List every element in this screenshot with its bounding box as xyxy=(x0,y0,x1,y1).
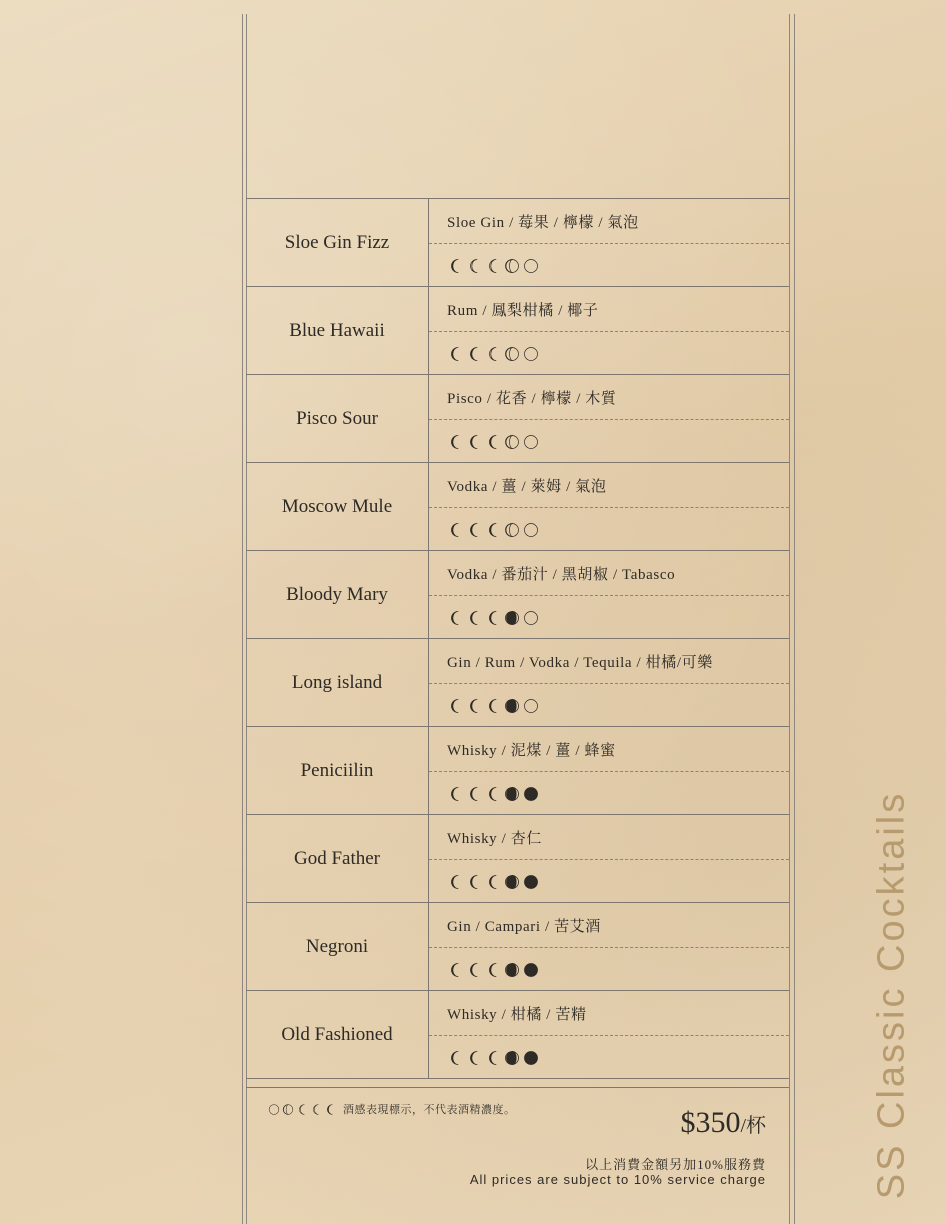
frame-border-right-inner xyxy=(789,14,790,1224)
cocktail-details xyxy=(429,727,789,814)
cocktail-details xyxy=(429,903,789,990)
moon-crescent-solid-icon xyxy=(485,960,501,980)
side-title: SS Classic Cocktails xyxy=(870,790,913,1200)
footer-divider xyxy=(246,1087,789,1088)
strength-legend xyxy=(268,1101,516,1117)
moon-crescent-solid-icon xyxy=(447,696,463,716)
cocktail-details xyxy=(429,815,789,902)
moon-gibbous-outline-icon xyxy=(504,344,520,364)
moon-crescent-solid-icon xyxy=(485,872,501,892)
moon-full-outline-icon xyxy=(523,432,539,452)
strength-rating xyxy=(447,696,539,716)
moon-full-outline-icon xyxy=(523,344,539,364)
moon-full-outline-icon xyxy=(523,696,539,716)
cocktail-details xyxy=(429,991,789,1078)
moon-crescent-solid-icon xyxy=(447,608,463,628)
cocktail-row xyxy=(246,639,789,727)
cocktail-name: Blue Hawaii xyxy=(246,287,429,374)
dashed-divider xyxy=(429,859,789,860)
strength-rating xyxy=(447,256,539,276)
moon-crescent-solid-icon xyxy=(485,1048,501,1068)
moon-gibbous-solid-icon xyxy=(504,784,520,804)
moon-gibbous-outline-icon xyxy=(504,256,520,276)
cocktail-row xyxy=(246,463,789,551)
cocktail-ingredients: Gin / Rum / Vodka / Tequila / 柑橘/可樂 xyxy=(447,655,713,671)
cocktail-ingredients: Whisky / 柑橘 / 苦精 xyxy=(447,1007,587,1023)
legend-text: 酒感表現標示，不代表酒精濃度。 xyxy=(343,1104,516,1116)
moon-gibbous-outline-icon xyxy=(504,520,520,540)
cocktail-row xyxy=(246,287,789,375)
cocktail-name: Pisco Sour xyxy=(246,375,429,462)
dashed-divider xyxy=(429,243,789,244)
cocktail-details xyxy=(429,639,789,726)
strength-rating xyxy=(447,432,539,452)
cocktail-name: Sloe Gin Fizz xyxy=(246,199,429,286)
cocktail-row xyxy=(246,375,789,463)
legend-moon-crescent-solid-icon xyxy=(324,1102,336,1117)
cocktail-name: Peniciilin xyxy=(246,727,429,814)
cocktail-details xyxy=(429,375,789,462)
dashed-divider xyxy=(429,1035,789,1036)
strength-rating xyxy=(447,872,539,892)
service-charge-note-zh: 以上消費金額另加10%服務費 xyxy=(585,1157,766,1172)
strength-rating xyxy=(447,960,539,980)
moon-crescent-solid-icon xyxy=(466,344,482,364)
dashed-divider xyxy=(429,771,789,772)
moon-full-solid-icon xyxy=(523,960,539,980)
moon-crescent-solid-icon xyxy=(447,432,463,452)
moon-full-outline-icon xyxy=(523,608,539,628)
moon-crescent-solid-icon xyxy=(485,696,501,716)
strength-rating xyxy=(447,520,539,540)
moon-crescent-solid-icon xyxy=(447,784,463,804)
strength-rating xyxy=(447,784,539,804)
cocktail-ingredients: Rum / 鳳梨柑橘 / 椰子 xyxy=(447,303,599,319)
cocktail-menu-table xyxy=(246,198,789,1079)
cocktail-row xyxy=(246,903,789,991)
price-amount: $350 xyxy=(680,1106,741,1139)
dashed-divider xyxy=(429,595,789,596)
legend-moon-crescent-outline-icon xyxy=(296,1102,308,1117)
cocktail-ingredients: Whisky / 泥煤 / 薑 / 蜂蜜 xyxy=(447,743,616,759)
moon-gibbous-solid-icon xyxy=(504,960,520,980)
moon-gibbous-solid-icon xyxy=(504,1048,520,1068)
moon-crescent-solid-icon xyxy=(466,696,482,716)
legend-moon-full-outline-icon xyxy=(268,1102,280,1117)
moon-full-outline-icon xyxy=(523,256,539,276)
dashed-divider xyxy=(429,683,789,684)
moon-crescent-outline-icon xyxy=(466,256,482,276)
moon-gibbous-solid-icon xyxy=(504,872,520,892)
service-charge-note-en: All prices are subject to 10% service charge xyxy=(469,1172,766,1187)
moon-full-solid-icon xyxy=(523,872,539,892)
moon-crescent-outline-icon xyxy=(485,344,501,364)
cocktail-details xyxy=(429,199,789,286)
cocktail-ingredients: Vodka / 番茄汁 / 黑胡椒 / Tabasco xyxy=(447,567,676,583)
cocktail-name: God Father xyxy=(246,815,429,902)
moon-gibbous-solid-icon xyxy=(504,696,520,716)
legend-moon-gibbous-outline-icon xyxy=(282,1102,294,1117)
cocktail-row xyxy=(246,727,789,815)
price xyxy=(680,1106,766,1140)
cocktail-details xyxy=(429,551,789,638)
cocktail-ingredients: Pisco / 花香 / 檸檬 / 木質 xyxy=(447,391,617,407)
moon-crescent-solid-icon xyxy=(447,1048,463,1068)
moon-full-solid-icon xyxy=(523,1048,539,1068)
cocktail-name: Negroni xyxy=(246,903,429,990)
cocktail-name: Old Fashioned xyxy=(246,991,429,1078)
moon-full-outline-icon xyxy=(523,520,539,540)
moon-crescent-solid-icon xyxy=(485,608,501,628)
moon-crescent-solid-icon xyxy=(466,784,482,804)
strength-rating xyxy=(447,1048,539,1068)
moon-crescent-outline-icon xyxy=(485,256,501,276)
dashed-divider xyxy=(429,419,789,420)
moon-gibbous-outline-icon xyxy=(504,432,520,452)
cocktail-details xyxy=(429,463,789,550)
legend-moon-crescent-outline-icon xyxy=(310,1102,322,1117)
moon-crescent-solid-icon xyxy=(466,432,482,452)
frame-border-left-outer xyxy=(242,14,243,1224)
moon-full-solid-icon xyxy=(523,784,539,804)
strength-rating xyxy=(447,344,539,364)
cocktail-row xyxy=(246,815,789,903)
cocktail-name: Long island xyxy=(246,639,429,726)
dashed-divider xyxy=(429,507,789,508)
moon-crescent-solid-icon xyxy=(447,872,463,892)
cocktail-ingredients: Whisky / 杏仁 xyxy=(447,831,542,847)
cocktail-row xyxy=(246,551,789,639)
moon-crescent-solid-icon xyxy=(466,608,482,628)
moon-crescent-solid-icon xyxy=(466,872,482,892)
moon-gibbous-solid-icon xyxy=(504,608,520,628)
moon-crescent-solid-icon xyxy=(485,432,501,452)
moon-crescent-solid-icon xyxy=(485,520,501,540)
cocktail-name: Moscow Mule xyxy=(246,463,429,550)
moon-crescent-solid-icon xyxy=(447,960,463,980)
dashed-divider xyxy=(429,947,789,948)
dashed-divider xyxy=(429,331,789,332)
cocktail-ingredients: Vodka / 薑 / 萊姆 / 氣泡 xyxy=(447,479,607,495)
moon-crescent-solid-icon xyxy=(466,1048,482,1068)
cocktail-ingredients: Gin / Campari / 苦艾酒 xyxy=(447,919,601,935)
cocktail-row xyxy=(246,991,789,1079)
strength-rating xyxy=(447,608,539,628)
cocktail-ingredients: Sloe Gin / 莓果 / 檸檬 / 氣泡 xyxy=(447,215,639,231)
frame-border-right-outer xyxy=(794,14,795,1224)
moon-crescent-solid-icon xyxy=(466,520,482,540)
moon-crescent-solid-icon xyxy=(447,256,463,276)
cocktail-name: Bloody Mary xyxy=(246,551,429,638)
price-unit: /杯 xyxy=(740,1115,766,1137)
cocktail-row xyxy=(246,199,789,287)
moon-crescent-solid-icon xyxy=(447,344,463,364)
cocktail-details xyxy=(429,287,789,374)
moon-crescent-solid-icon xyxy=(447,520,463,540)
moon-crescent-solid-icon xyxy=(485,784,501,804)
moon-crescent-solid-icon xyxy=(466,960,482,980)
